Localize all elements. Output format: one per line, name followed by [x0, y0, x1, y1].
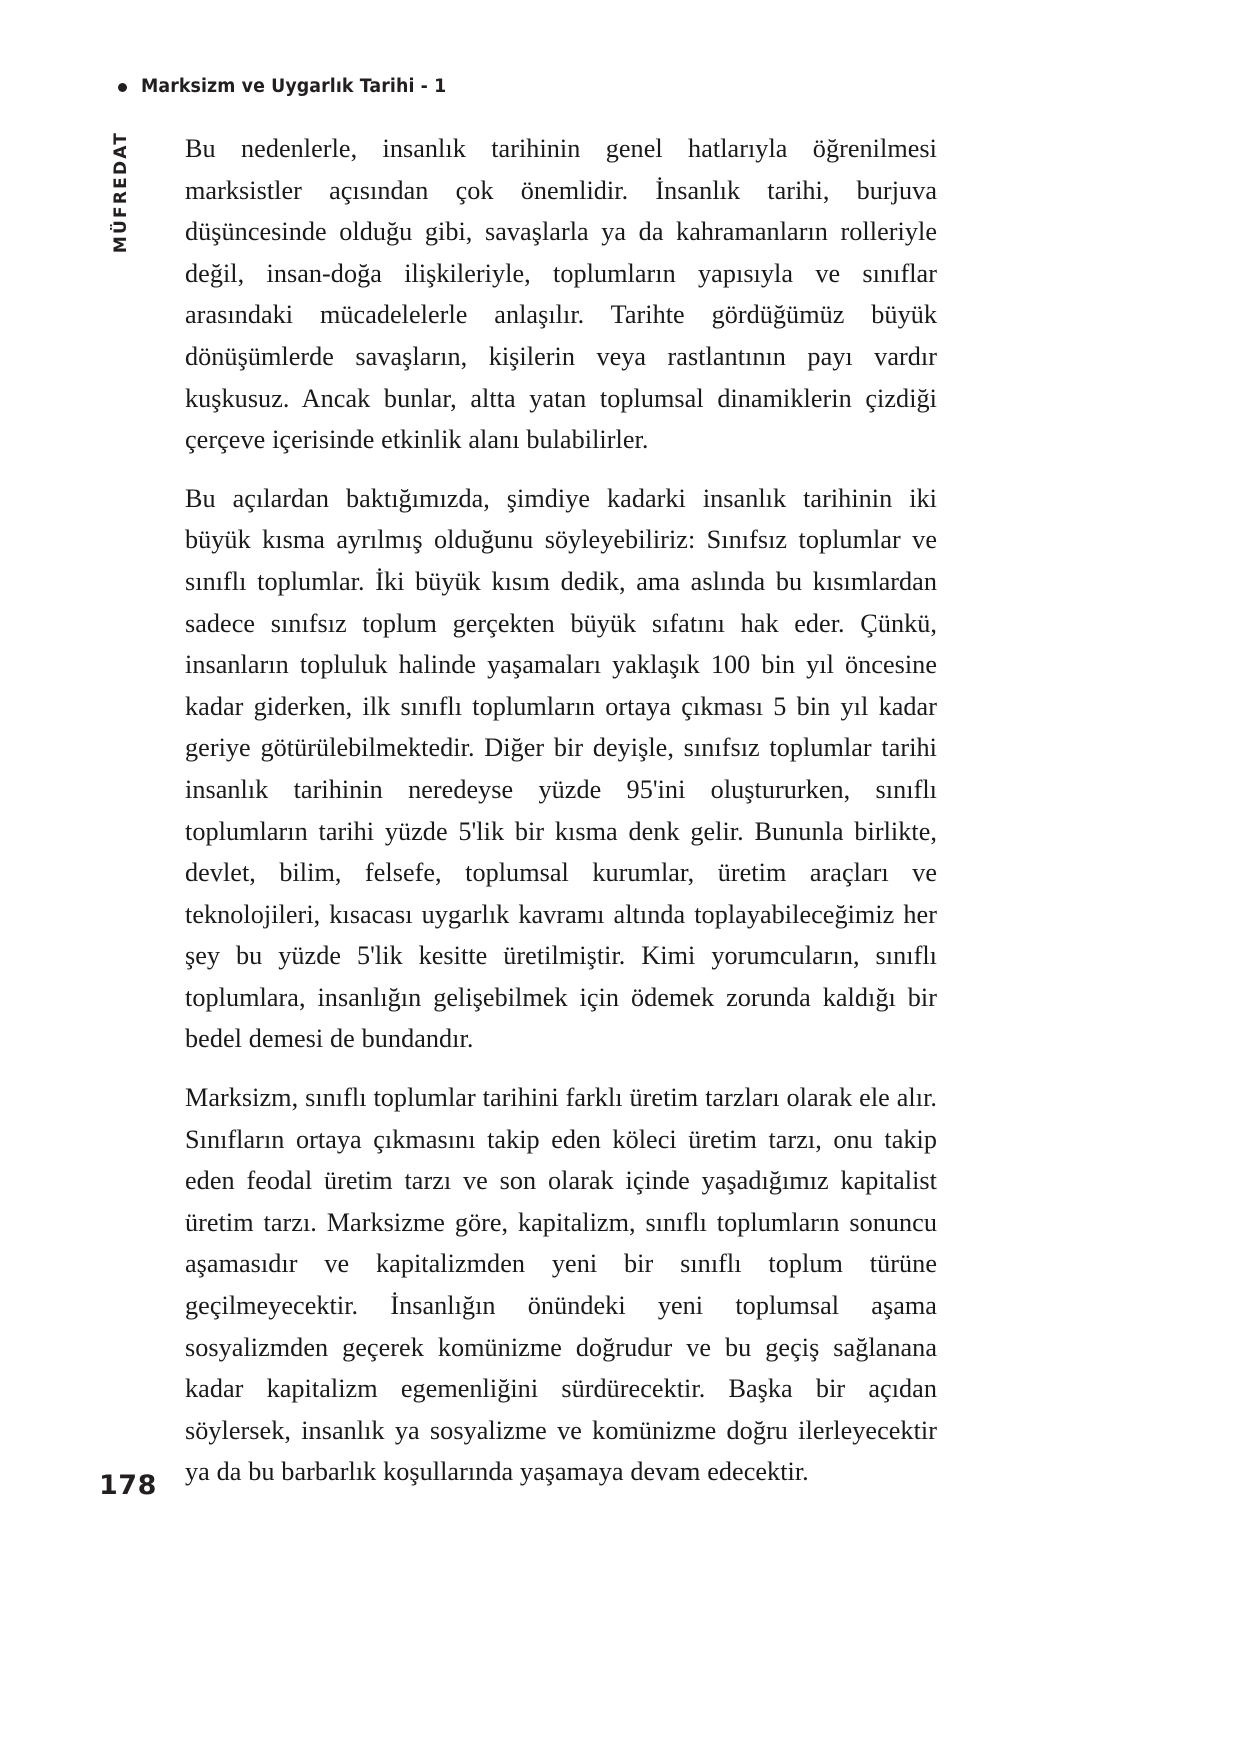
- page-number: 178: [99, 1470, 157, 1501]
- running-head-title: Marksizm ve Uygarlık Tarihi - 1: [141, 76, 447, 97]
- bullet-icon: [118, 83, 127, 92]
- paragraph: Bu nedenlerle, insanlık tarihinin genel hatlarıyla öğrenilmesi marksistler açısından çok önemlidir. İnsanlık tarihi, burjuva düşüncesinde olduğu gibi, savaşlarla ya da kahramanların rolleriyle değil, insan-doğa ilişkileriyle, toplumların yapısıyla ve sınıflar arasındaki mücadelelerle anlaşılır. Tarihte gördüğümüz büyük dönüşümlerde savaşların, kişilerin veya rastlantının payı vardır kuşkusuz. Ancak bunlar, altta yatan toplumsal dinamiklerin çizdiği çerçeve içerisinde etkinlik alanı bulabilirler.: [185, 134, 937, 455]
- section-tab-label: MÜFREDAT: [111, 130, 131, 254]
- paragraph: Bu açılardan baktığımızda, şimdiye kadarki insanlık tarihinin iki büyük kısma ayrılmış olduğunu söyleyebiliriz: Sınıfsız toplumlar ve sınıflı toplumlar. İki büyük kısım dedik, ama aslında bu kısımlardan sadece sınıfsız toplum gerçekten büyük sıfatını hak eder. Çünkü, insanların topluluk halinde yaşamaları yaklaşık 100 bin yıl öncesine kadar giderken, ilk sınıflı toplumların ortaya çıkması 5 bin yıl kadar geriye götürülebilmektedir. Diğer bir deyişle, sınıfsız toplumlar tarihi insanlık tarihinin neredeyse yüzde 95'ini oluştururken, sınıflı toplumların tarihi yüzde 5'lik bir kısma denk gelir. Bununla birlikte, devlet, bilim, felsefe, toplumsal kurumlar, üretim araçları ve teknolojileri, kısacası uygarlık kavramı altında toplayabileceğimiz her şey bu yüzde 5'lik kesitte üretilmiştir. Kimi yorumcuların, sınıflı toplumlara, insanlığın gelişebilmek için ödemek zorunda kaldığı bir bedel demesi de bundandır.: [185, 483, 937, 1054]
- paragraph: Marksizm, sınıflı toplumlar tarihini farklı üretim tarzları olarak ele alır. Sınıfların ortaya çıkmasını takip eden köleci üretim tarzı, onu takip eden feodal üretim tarzı ve son olarak içinde yaşadığımız kapitalist üretim tarzı. Marksizme göre, kapitalizm, sınıflı toplumların sonuncu aşamasıdır ve kapitalizmden yeni bir sınıflı toplum türüne geçilmeyecektir. İnsanlığın önündeki yeni toplumsal aşama sosyalizmden geçerek komünizme doğrudur ve bu geçiş sağlanana kadar kapitalizm egemenliğini sürdürecektir. Başka bir açıdan söylersek, insanlık ya sosyalizme ve komünizme doğru ilerleyecektir ya da bu barbarlık koşullarında yaşamaya devam edecektir.: [185, 1083, 937, 1487]
- body-text-column: [185, 128, 937, 1493]
- section-tab: [104, 112, 138, 272]
- running-head: [118, 76, 466, 97]
